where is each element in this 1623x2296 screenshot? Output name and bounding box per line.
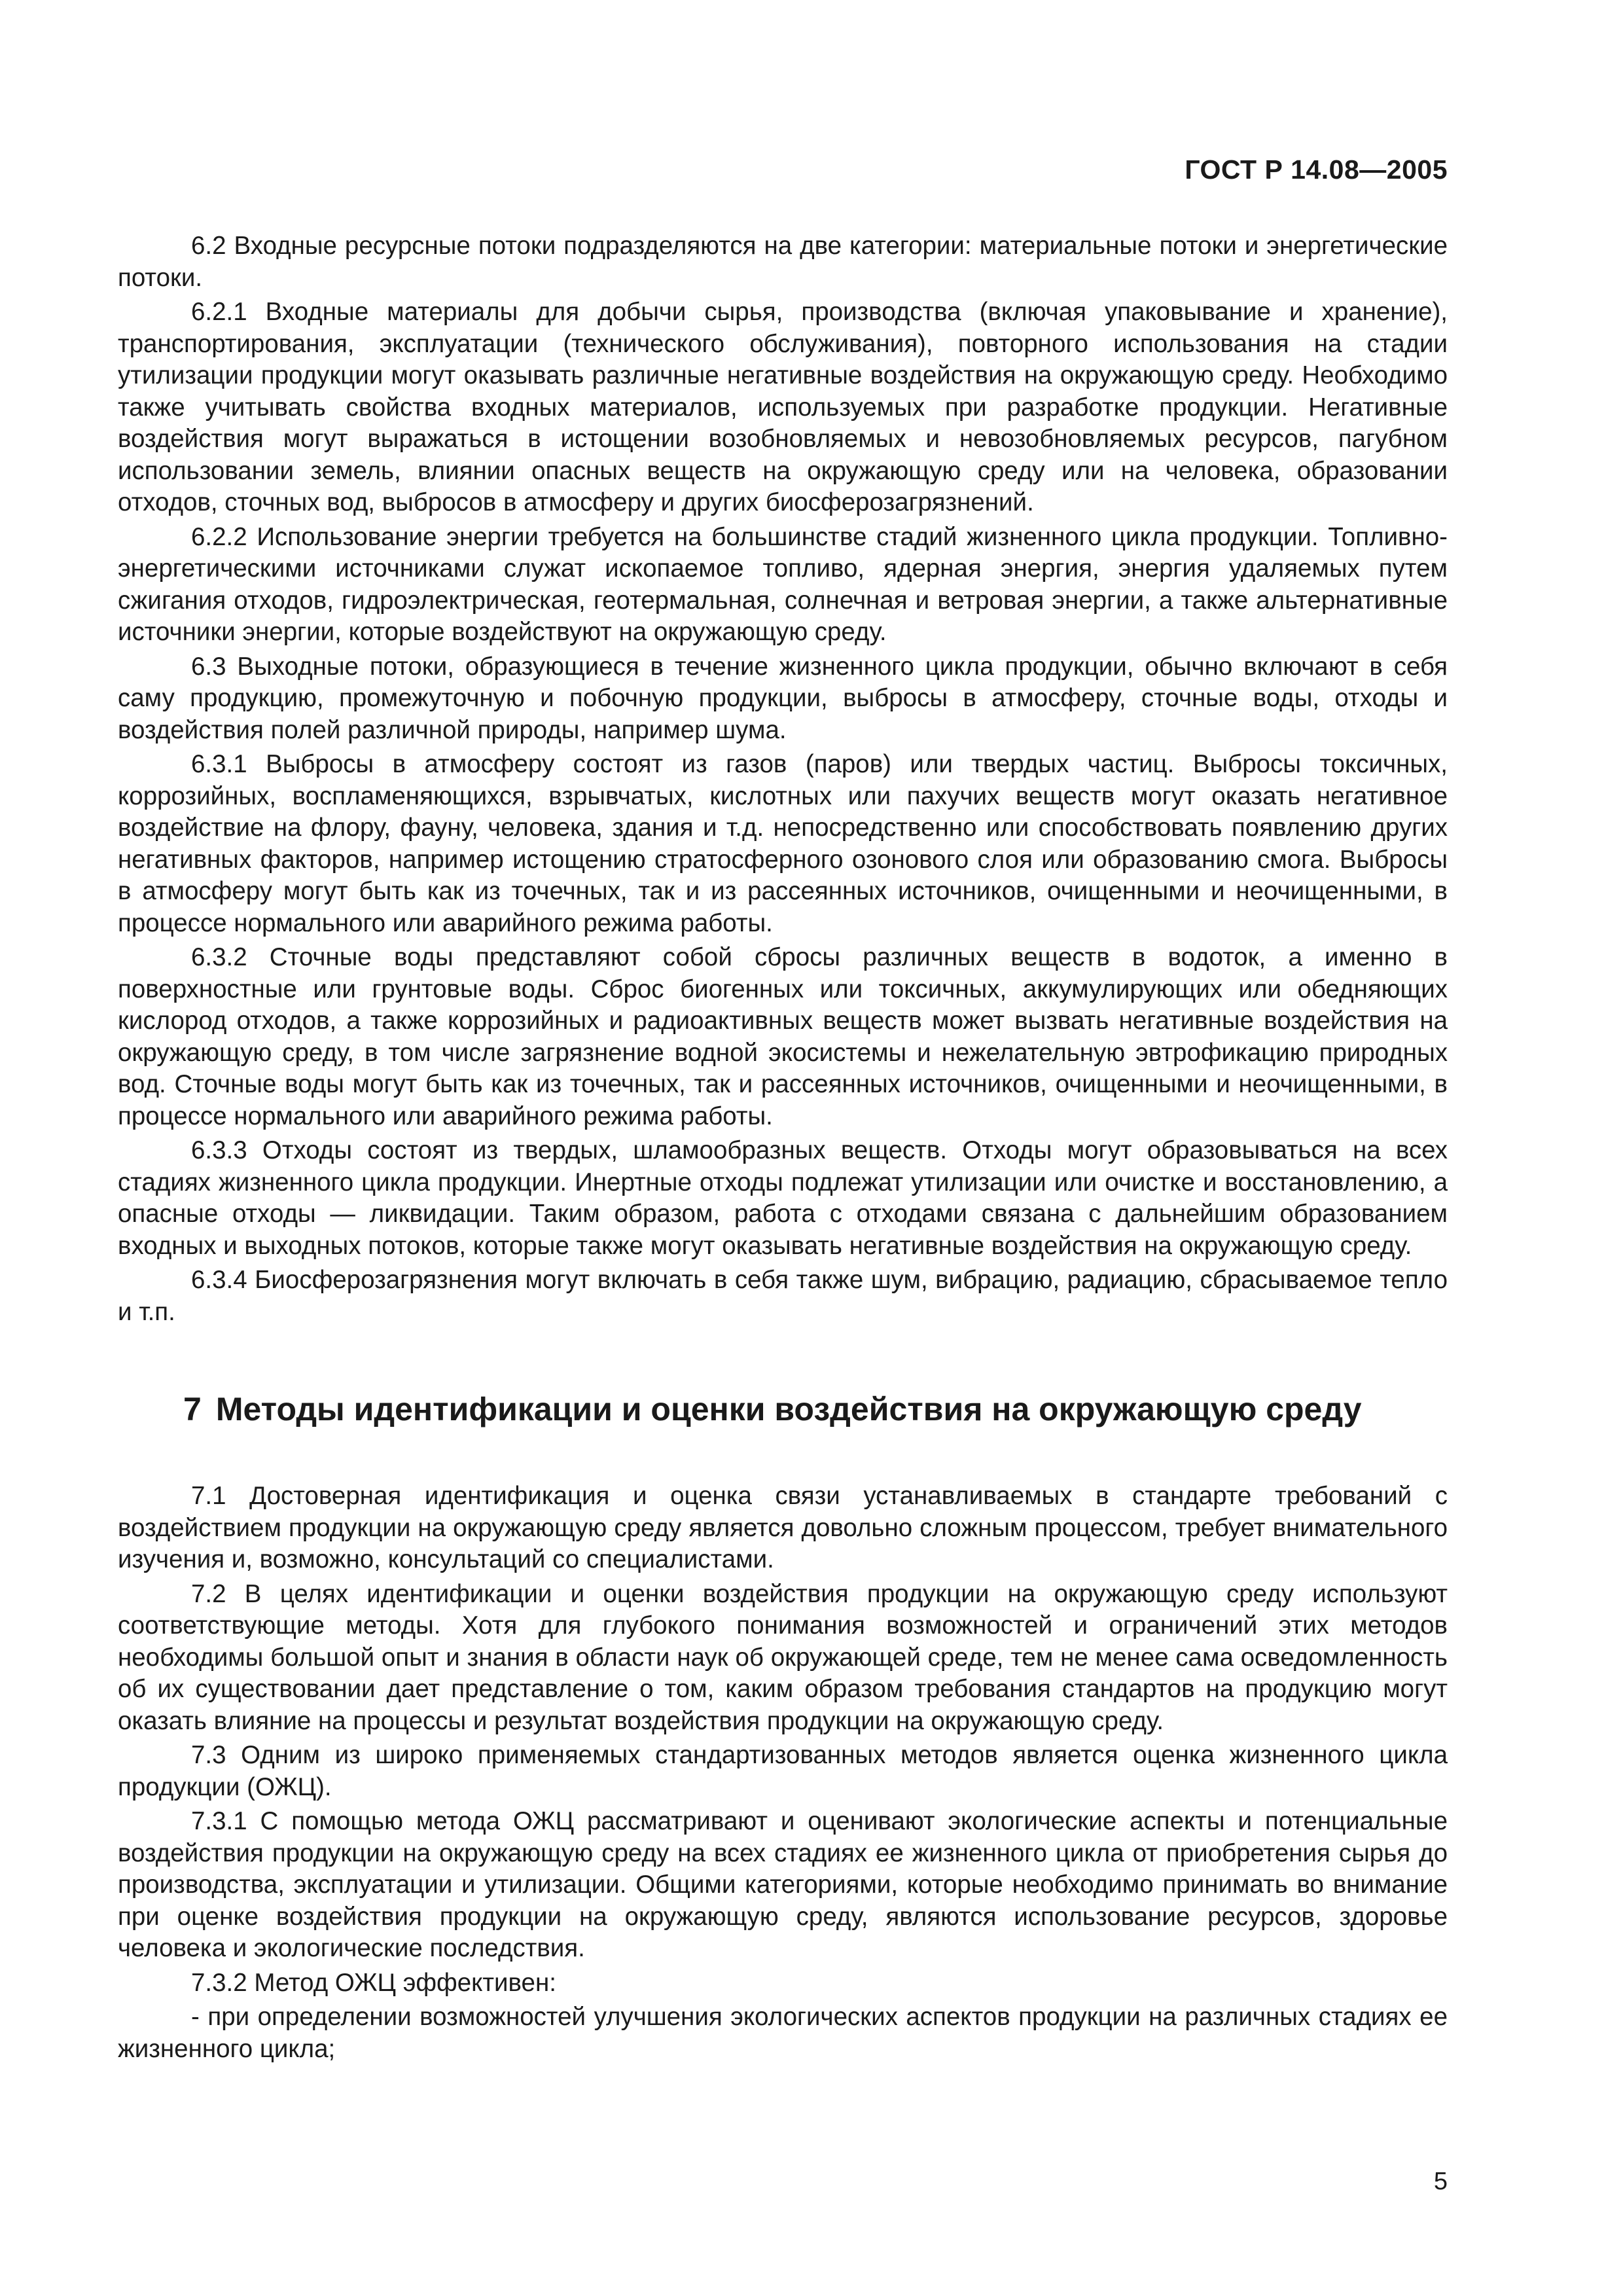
paragraph-6-3-2: 6.3.2 Сточные воды представляют собой сбросы различных веществ в водоток, а именно в поверхностные или грунтовые воды. Сброс биогенных или токсичных, аккумулирующих или обедняющих кислород отходов, а также коррозийных и радиоактивных веществ может вызвать негативные воздействия на окружающую среду, в том числе загрязнение водной экосистемы и нежелательную эвтрофикацию природных вод. Сточные воды могут быть как из точечных, так и рассеянных источников, очищенными и неочищенными, в процессе нормального или аварийного режима работы. (118, 943, 1448, 1130)
section-7-text (118, 1480, 1448, 2065)
paragraph-7-3: 7.3 Одним из широко применяемых стандартизованных методов является оценка жизненного цикла продукции (ОЖЦ). (118, 1741, 1448, 1801)
paragraph-7-3-2: 7.3.2 Метод ОЖЦ эффективен: (191, 1968, 556, 1997)
paragraph-6-2-1: 6.2.1 Входные материалы для добычи сырья, производства (включая упаковывание и хранение), транспортирования, эксплуатации (технического обслуживания), повторного использования на стадии утилизации продукции могут оказывать различные негативные воздействия на окружающую среду. Необходимо также учитывать свойства входных материалов, используемых при разработке продукции. Негативные воздействия могут выражаться в истощении возобновляемых и невозобновляемых ресурсов, пагубном использовании земель, влиянии опасных веществ на окружающую среду или на человека, образовании отходов, сточных вод, выбросов в атмосферу и других биосферозагрязнений. (118, 298, 1448, 516)
paragraph-7-1: 7.1 Достоверная идентификация и оценка связи устанавливаемых в стандарте требований с воздействием продукции на окружающую среду является довольно сложным процессом, требует внимательного изучения и, возможно, консультаций со специалистами. (118, 1482, 1448, 1573)
paragraph-6-3: 6.3 Выходные потоки, образующиеся в течение жизненного цикла продукции, обычно включают в себя саму продукцию, промежуточную и побочную продукции, выбросы в атмосферу, сточные воды, отходы и воздействия полей различной природы, например шума. (118, 652, 1448, 744)
section-6-text (118, 230, 1448, 1328)
paragraph-6-3-3: 6.3.3 Отходы состоят из твердых, шламообразных веществ. Отходы могут образовываться на всех стадиях жизненного цикла продукции. Инертные отходы подлежат утилизации или очистке и восстановлению, а опасные отходы — ликвидации. Таким образом, работа с отходами связана с дальнейшим образованием входных и выходных потоков, которые также могут оказывать негативные воздействия на окружающую среду. (118, 1136, 1448, 1260)
paragraph-6-3-4: 6.3.4 Биосферозагрязнения могут включать в себя также шум, вибрацию, радиацию, сбрасываемое тепло и т.п. (118, 1266, 1448, 1326)
paragraph-6-2-2: 6.2.2 Использование энергии требуется на большинстве стадий жизненного цикла продукции. Топливно-энергетическими источниками служат ископаемое топливо, ядерная энергия, энергия удаляемых путем сжигания отходов, гидроэлектрическая, геотермальная, солнечная и ветровая энергии, а также альтернативные источники энергии, которые воздействуют на окружающую среду. (118, 522, 1448, 646)
list-item-lca-improvement: - при определении возможностей улучшения экологических аспектов продукции на различных стадиях ее жизненного цикла; (118, 2003, 1448, 2063)
page-number: 5 (1433, 2168, 1448, 2195)
section-7-heading (183, 1390, 1362, 1428)
section-title: Методы идентификации и оценки воздействия на окружающую среду (215, 1391, 1362, 1427)
paragraph-6-3-1: 6.3.1 Выбросы в атмосферу состоят из газов (паров) или твердых частиц. Выбросы токсичных, коррозийных, воспламеняющихся, взрывчатых, кислотных или пахучих веществ могут оказать негативное воздействие на флору, фауну, человека, здания и т.д. непосредственно или способствовать появлению других негативных факторов, например истощению стратосферного озонового слоя или образованию смога. Выбросы в атмосферу могут быть как из точечных, так и из рассеянных источников, очищенными и неочищенными, в процессе нормального или аварийного режима работы. (118, 750, 1448, 937)
paragraph-7-2: 7.2 В целях идентификации и оценки воздействия продукции на окружающую среду используют соответствующие методы. Хотя для глубокого понимания возможностей и ограничений этих методов необходимы большой опыт и знания в области наук об окружающей среде, тем не менее сама осведомленность об их существовании дает представление о том, каким образом требования стандартов на продукцию могут оказать влияние на процессы и результат воздействия продукции на окружающую среду. (118, 1579, 1448, 1735)
paragraph-6-2: 6.2 Входные ресурсные потоки подразделяются на две категории: материальные потоки и энергетические потоки. (118, 232, 1448, 292)
document-code-header: ГОСТ Р 14.08—2005 (1185, 154, 1448, 185)
section-number: 7 (183, 1391, 202, 1427)
paragraph-7-3-1: 7.3.1 С помощью метода ОЖЦ рассматривают и оценивают экологические аспекты и потенциальные воздействия продукции на окружающую среду на всех стадиях ее жизненного цикла от приобретения сырья до производства, эксплуатации и утилизации. Общими категориями, которые необходимо принимать во внимание при оценке воздействия продукции на окружающую среду, являются использование ресурсов, здоровье человека и экологические последствия. (118, 1807, 1448, 1962)
